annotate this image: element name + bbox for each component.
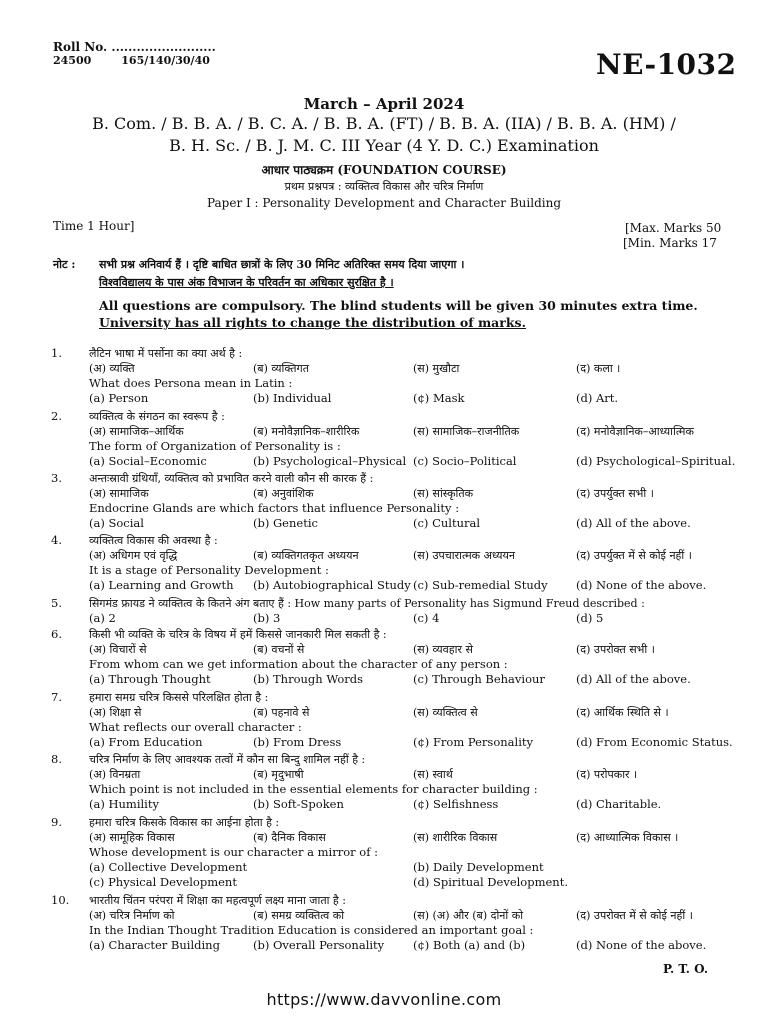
option-hindi: (अ) विचारों से (89, 643, 147, 656)
note-label: नोट : (53, 258, 76, 271)
option-english: (a) Character Building (89, 938, 220, 952)
question-text-hindi: हमारा चरित्र किसके विकास का आईना होता है : (89, 816, 280, 829)
option-english: (c) 4 (413, 611, 440, 625)
min-marks: [Min. Marks 17 (623, 236, 717, 250)
option-english: (b) 3 (253, 611, 281, 625)
option-hindi: (ब) समग्र व्यक्तित्व को (253, 909, 345, 922)
option-hindi: (ब) पहनावे से (253, 706, 310, 719)
note-english-line-1: All questions are compulsory. The blind students will be given 30 minutes extra time. (99, 298, 698, 313)
note-hindi-line-1: सभी प्रश्न अनिवार्य हैं । दृष्टि बाधित छात्रों के लिए 30 मिनिट अतिरिक्त समय दिया जाएगा । (99, 258, 465, 271)
option-english: (b) Through Words (253, 672, 364, 686)
option-english: (d) Charitable. (576, 797, 662, 811)
option-english: (b) Overall Personality (253, 938, 385, 952)
option-english: (d) Spiritual Development. (413, 875, 568, 889)
option-hindi: (स) मुखौटा (413, 362, 460, 375)
option-hindi: (ब) मनोवैज्ञानिक–शारीरिक (253, 425, 360, 438)
question-text-hindi: अन्तःस्रावी ग्रंथियाँ, व्यक्तित्व को प्रभावित करने वाली कौन सी कारक हैं : (89, 472, 374, 485)
question-text-hindi: हमारा समग्र चरित्र किससे परिलक्षित होता है : (89, 691, 269, 704)
option-hindi: (ब) व्यक्तिगतकृत अध्ययन (253, 549, 359, 562)
option-hindi: (द) उपरोक्त सभी । (576, 643, 655, 656)
question-number: 9. (51, 815, 62, 829)
question-text-english: The form of Organization of Personality is : (89, 439, 341, 453)
question-text-hindi: चरित्र निर्माण के लिए आवश्यक तत्वों में कौन सा बिन्दु शामिल नहीं है : (89, 753, 366, 766)
pto-label: P. T. O. (663, 962, 709, 976)
option-hindi: (अ) शिक्षा से (89, 706, 142, 719)
option-english: (a) Humility (89, 797, 159, 811)
time-allowed: Time 1 Hour] (53, 219, 135, 233)
option-hindi: (अ) विनम्रता (89, 768, 141, 781)
question-number: 8. (51, 752, 62, 766)
option-hindi: (ब) अनुवांशिक (253, 487, 314, 500)
question-text-english: In the Indian Thought Tradition Education is considered an important goal : (89, 923, 534, 937)
paper-title-english: Paper I : Personality Development and Character Building (206, 196, 562, 210)
option-hindi: (स) स्वार्थ (413, 768, 453, 781)
question-text-hindi: किसी भी व्यक्ति के चरित्र के विषय में हमें किससे जानकारी मिल सकती है : (89, 628, 387, 641)
option-english: (a) Person (89, 391, 149, 405)
option-english: (a) Social (89, 516, 144, 530)
option-english: (c) Physical Development (89, 875, 237, 889)
option-english: (b) Psychological–Physical (253, 454, 407, 468)
option-hindi: (अ) अधिगम एवं वृद्धि (89, 549, 178, 562)
option-hindi: (द) परोपकार । (576, 768, 638, 781)
option-hindi: (द) कला । (576, 362, 621, 375)
question-text-hindi: व्यक्तित्व के संगठन का स्वरूप है : (89, 410, 225, 423)
course-list-line-1: B. Com. / B. B. A. / B. C. A. / B. B. A. (FT) / B. B. A. (IIA) / B. B. A. (HM) / (92, 114, 676, 133)
option-hindi: (द) उपर्युक्त में से कोई नहीं । (576, 549, 692, 562)
option-english: (a) 2 (89, 611, 116, 625)
option-hindi: (द) उपरोक्त में से कोई नहीं । (576, 909, 693, 922)
question-text-english: From whom can we get information about the character of any person : (89, 657, 508, 671)
question-text-english: Which point is not included in the essential elements for character building : (89, 782, 538, 796)
option-english: (b) Genetic (253, 516, 318, 530)
option-hindi: (स) सामाजिक–राजनीतिक (413, 425, 520, 438)
option-english: (c) Cultural (413, 516, 481, 530)
foundation-course-title: आधार पाठ्यक्रम (FOUNDATION COURSE) (261, 163, 507, 177)
question-number: 10. (51, 893, 70, 907)
question-number: 6. (51, 627, 62, 641)
option-hindi: (अ) सामूहिक विकास (89, 831, 175, 844)
option-hindi: (अ) व्यक्ति (89, 362, 135, 375)
question-number: 5. (51, 596, 62, 610)
question-number: 3. (51, 471, 62, 485)
paper-codes (53, 54, 210, 67)
question-text-hindi: लैटिन भाषा में पर्सोना का क्या अर्थ है : (89, 347, 243, 360)
option-hindi: (द) आध्यात्मिक विकास । (576, 831, 679, 844)
option-hindi: (द) आर्थिक स्थिति से । (576, 706, 669, 719)
option-english: (b) Soft-Spoken (253, 797, 344, 811)
option-hindi: (स) (अ) और (ब) दोनों को (413, 909, 524, 922)
option-hindi: (अ) सामाजिक–आर्थिक (89, 425, 184, 438)
option-english: (¢) From Personality (413, 735, 533, 749)
exam-session: March – April 2024 (303, 95, 465, 113)
option-english: (d) All of the above. (576, 672, 691, 686)
code-left: 24500 (53, 54, 92, 67)
option-english: (b) Autobiographical Study (253, 578, 411, 592)
question-text-hindi: व्यक्तित्व विकास की अवस्था है : (89, 534, 218, 547)
option-english: (c) Socio–Political (413, 454, 517, 468)
question-text-hindi: भारतीय चिंतन परंपरा में शिक्षा का महत्वपूर्ण लक्ष्य माना जाता है : (89, 894, 346, 907)
option-hindi: (ब) मृदुभाषी (253, 768, 304, 781)
question-number: 1. (51, 346, 62, 360)
question-text-english: Endocrine Glands are which factors that influence Personality : (89, 501, 460, 515)
option-hindi: (अ) सामाजिक (89, 487, 149, 500)
option-hindi: (द) मनोवैज्ञानिक–आध्यात्मिक (576, 425, 694, 438)
option-hindi: (स) शारीरिक विकास (413, 831, 498, 844)
option-hindi: (अ) चरित्र निर्माण को (89, 909, 175, 922)
option-hindi: (स) व्यवहार से (413, 643, 473, 656)
option-english: (¢) Both (a) and (b) (413, 938, 526, 952)
option-english: (b) Individual (253, 391, 332, 405)
question-text-english: Whose development is our character a mirror of : (89, 845, 379, 859)
option-english: (a) Social–Economic (89, 454, 207, 468)
note-english-line-2: University has all rights to change the distribution of marks. (99, 315, 526, 330)
question-number: 4. (51, 533, 62, 547)
max-marks: [Max. Marks 50 (625, 221, 722, 235)
option-english: (a) From Education (89, 735, 203, 749)
option-hindi: (स) व्यक्तित्व से (413, 706, 478, 719)
option-english: (¢) Selfishness (413, 797, 499, 811)
footer-url[interactable]: https://www.davvonline.com (266, 990, 502, 1009)
option-english: (b) From Dress (253, 735, 342, 749)
option-english: (¢) Mask (413, 391, 465, 405)
option-english: (a) Through Thought (89, 672, 211, 686)
question-text-english: What does Persona mean in Latin : (89, 376, 293, 390)
option-hindi: (ब) दैनिक विकास (253, 831, 326, 844)
question-text-hindi: सिगमंड फ्रायड ने व्यक्तित्व के कितने अंग बताए हैं : How many parts of Personality has Sigmund Freud described : (89, 597, 645, 610)
question-number: 7. (51, 690, 62, 704)
option-hindi: (स) उपचारात्मक अध्ययन (413, 549, 515, 562)
question-number: 2. (51, 409, 62, 423)
option-english: (a) Learning and Growth (89, 578, 234, 592)
option-hindi: (द) उपर्युक्त सभी । (576, 487, 654, 500)
code-right: 165/140/30/40 (121, 54, 210, 67)
option-english: (c) Through Behaviour (413, 672, 545, 686)
option-english: (b) Daily Development (413, 860, 544, 874)
option-english: (d) From Economic Status. (576, 735, 733, 749)
option-hindi: (ब) वचनों से (253, 643, 305, 656)
paper-number: NE-1032 (596, 48, 737, 81)
paper-title-hindi: प्रथम प्रश्नपत्र : व्यक्तित्व विकास और चरित्र निर्माण (284, 180, 484, 193)
option-english: (c) Sub-remedial Study (413, 578, 548, 592)
option-english: (d) 5 (576, 611, 604, 625)
option-english: (d) None of the above. (576, 938, 707, 952)
question-text-english: What reflects our overall character : (89, 720, 302, 734)
option-english: (d) Art. (576, 391, 619, 405)
option-english: (d) None of the above. (576, 578, 707, 592)
note-hindi-line-2: विश्वविद्यालय के पास अंक विभाजन के परिवर्तन का अधिकार सुरक्षित है । (99, 276, 394, 289)
question-text-english: It is a stage of Personality Development : (89, 563, 329, 577)
option-english: (a) Collective Development (89, 860, 248, 874)
course-list-line-2: B. H. Sc. / B. J. M. C. III Year (4 Y. D. C.) Examination (169, 136, 599, 155)
roll-number: Roll No. ......................... (53, 40, 216, 54)
option-hindi: (स) सांस्कृतिक (413, 487, 474, 500)
option-english: (d) Psychological–Spiritual. (576, 454, 736, 468)
option-hindi: (ब) व्यक्तिगत (253, 362, 309, 375)
option-english: (d) All of the above. (576, 516, 691, 530)
